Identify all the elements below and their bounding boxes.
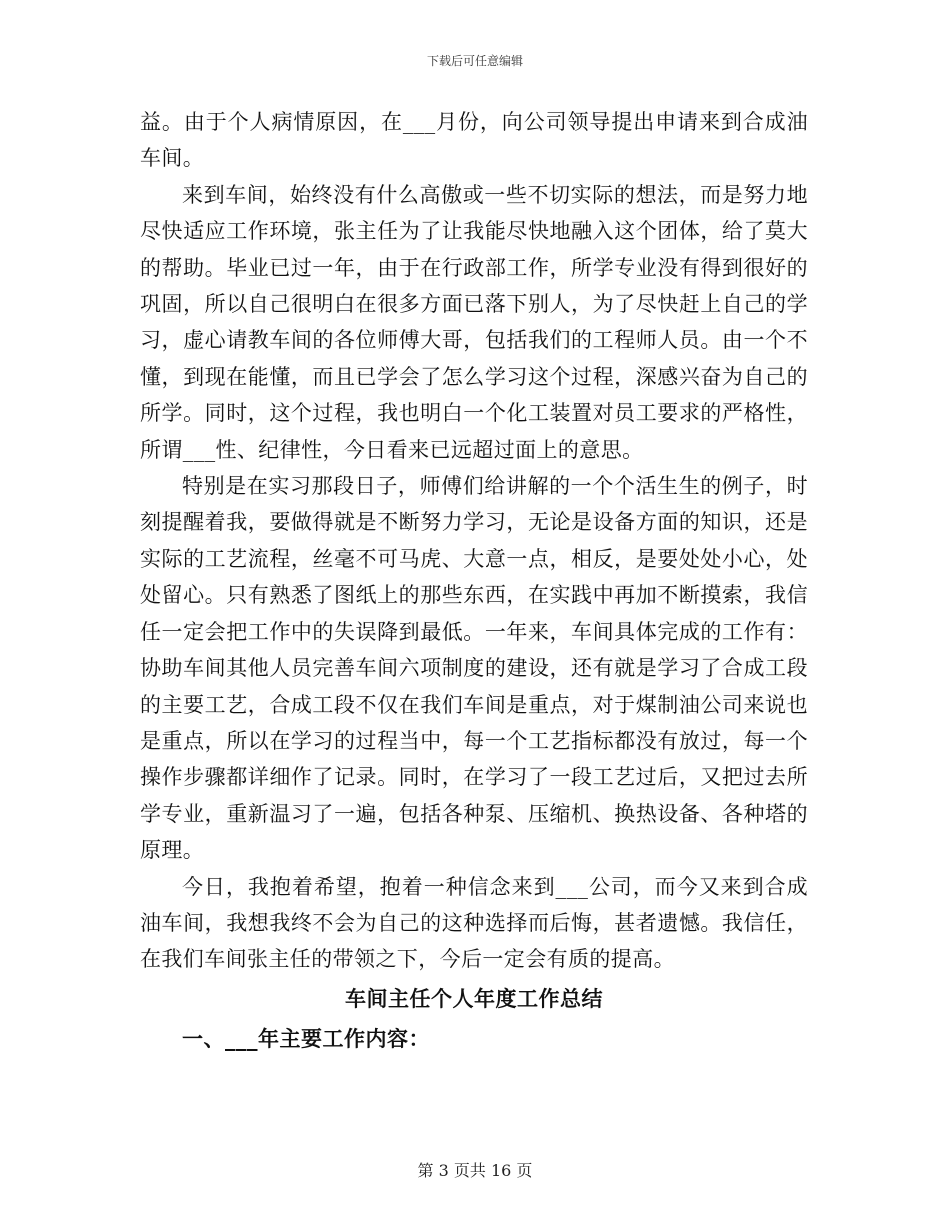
- paragraph-conclusion: 今日，我抱着希望，抱着一种信念来到___公司，而今又来到合成油车间，我想我终不会为自己的这种选择而后悔，甚者遗憾。我信任，在我们车间张主任的带领之下，今后一定会有质的提高。: [140, 874, 808, 972]
- paragraph-continuation: 益。由于个人病情原因，在___月份，向公司领导提出申请来到合成油车间。: [140, 110, 808, 171]
- page-number: 第 3 页共 16 页: [417, 1161, 533, 1180]
- paragraph-internship: 特别是在实习那段日子，师傅们给讲解的一个个活生生的例子，时刻提醒着我，要做得就是不断努力学习，无论是设备方面的知识，还是实际的工艺流程，丝毫不可马虎、大意一点，相反，是要处处小心，处处留心。只有熟悉了图纸上的那些东西，在实践中再加不断摸索，我信任一定会把工作中的失误降到最低。一年来，车间具体完成的工作有：协助车间其他人员完善车间六项制度的建设，还有就是学习了合成工段的主要工艺，合成工段不仅在我们车间是重点，对于煤制油公司来说也是重点，所以在学习的过程当中，每一个工艺指标都没有放过，每一个操作步骤都详细作了记录。同时，在学习了一段工艺过后，又把过去所学专业，重新温习了一遍，包括各种泵、压缩机、换热设备、各种塔的原理。: [140, 474, 808, 863]
- section-subheading: 一、___年主要工作内容：: [182, 1025, 430, 1051]
- document-body: [140, 104, 808, 1057]
- page-header: 下载后可任意编辑: [426, 54, 523, 68]
- section-title: 车间主任个人年度工作总结: [345, 985, 603, 1011]
- paragraph-workshop-arrival: 来到车间，始终没有什么高傲或一些不切实际的想法，而是努力地尽快适应工作环境，张主任为了让我能尽快地融入这个团体，给了莫大的帮助。毕业已过一年，由于在行政部工作，所学专业没有得到很好的巩固，所以自己很明白在很多方面已落下别人，为了尽快赶上自己的学习，虚心请教车间的各位师傅大哥，包括我们的工程师人员。由一个不懂，到现在能懂，而且已学会了怎么学习这个过程，深感兴奋为自己的所学。同时，这个过程，我也明白一个化工装置对员工要求的严格性，所谓___性、纪律性，今日看来已远超过面上的意思。: [140, 182, 808, 462]
